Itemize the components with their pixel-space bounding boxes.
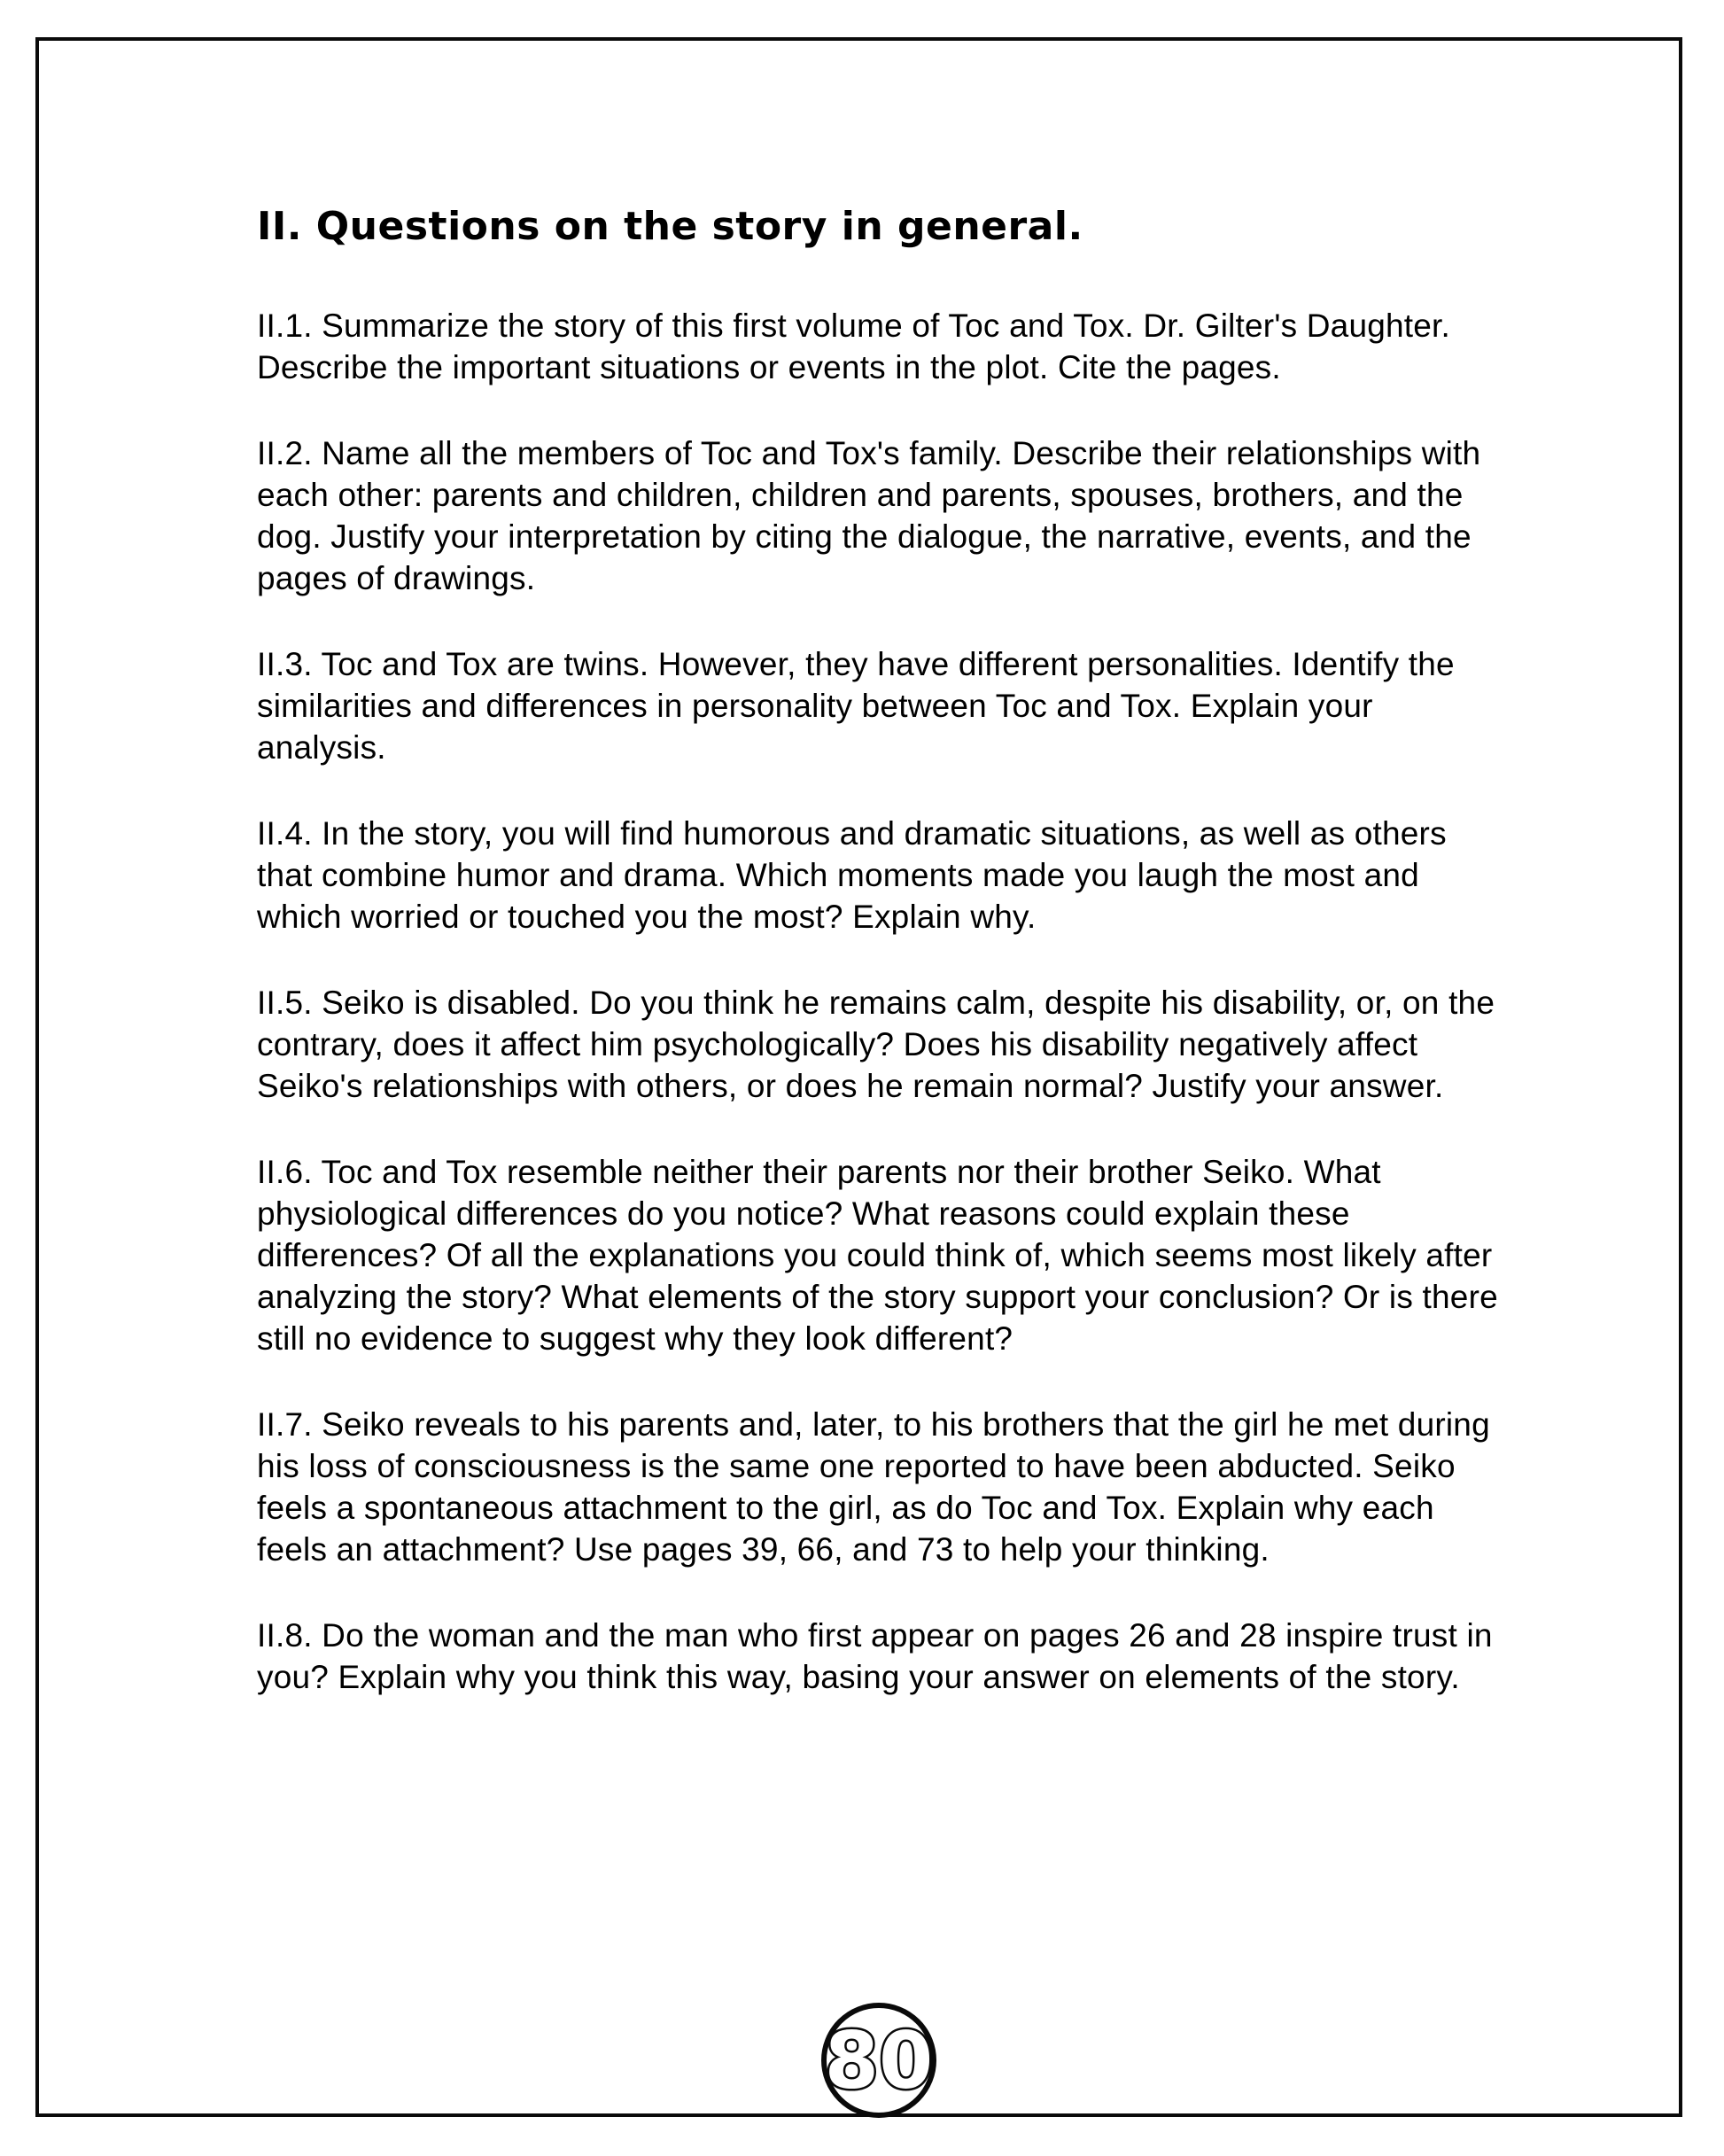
- question-ii-3: II.3. Toc and Tox are twins. However, they have different personalities. Identify the similarities and differences in personality between Toc and Tox. Explain your analysis.: [257, 646, 1455, 766]
- question-ii-1: II.1. Summarize the story of this first volume of Toc and Tox. Dr. Gilter's Daughter. Describe the important situations or events in the plot. Cite the pages.: [257, 307, 1451, 385]
- question-ii-6: II.6. Toc and Tox resemble neither their parents nor their brother Seiko. What physiological differences do you notice? What reasons could explain these differences? Of all the explanations you could think of, which seems most likely after analyzing the story? What elements of the story support your conclusion? Or is there still no evidence to suggest why they look different?: [257, 1154, 1498, 1357]
- page-number-badge: [819, 2001, 938, 2120]
- question-ii-5: II.5. Seiko is disabled. Do you think he remains calm, despite his disability, or, on the contrary, does it affect him psychologically? Does his disability negatively affect Seiko's relationships with others, or does he remain normal? Justify your answer.: [257, 985, 1495, 1104]
- page-number-text: 80: [824, 2015, 934, 2106]
- question-list: [257, 206, 1502, 1742]
- question-ii-4: II.4. In the story, you will find humorous and dramatic situations, as well as others that combine humor and drama. Which moments made you laugh the most and which worried or touched you the most? Explain why.: [257, 815, 1447, 935]
- page-number-circle-icon: [819, 2001, 938, 2120]
- section-heading: II. Questions on the story in general.: [257, 204, 1083, 249]
- page-border-frame: [35, 37, 1682, 2117]
- question-ii-7: II.7. Seiko reveals to his parents and, later, to his brothers that the girl he met during his loss of consciousness is the same one reported to have been abducted. Seiko feels a spontaneous attachment to the girl, as do Toc and Tox. Explain why each feels an attachment? Use pages 39, 66, and 73 to help your thinking.: [257, 1406, 1490, 1568]
- question-ii-2: II.2. Name all the members of Toc and Tox's family. Describe their relationships with each other: parents and children, children and parents, spouses, brothers, and the dog. Justify your interpretation by citing the dialogue, the narrative, events, and the pages of drawings.: [257, 435, 1481, 596]
- question-ii-8: II.8. Do the woman and the man who first appear on pages 26 and 28 inspire trust in you? Explain why you think this way, basing your answer on elements of the story.: [257, 1617, 1493, 1695]
